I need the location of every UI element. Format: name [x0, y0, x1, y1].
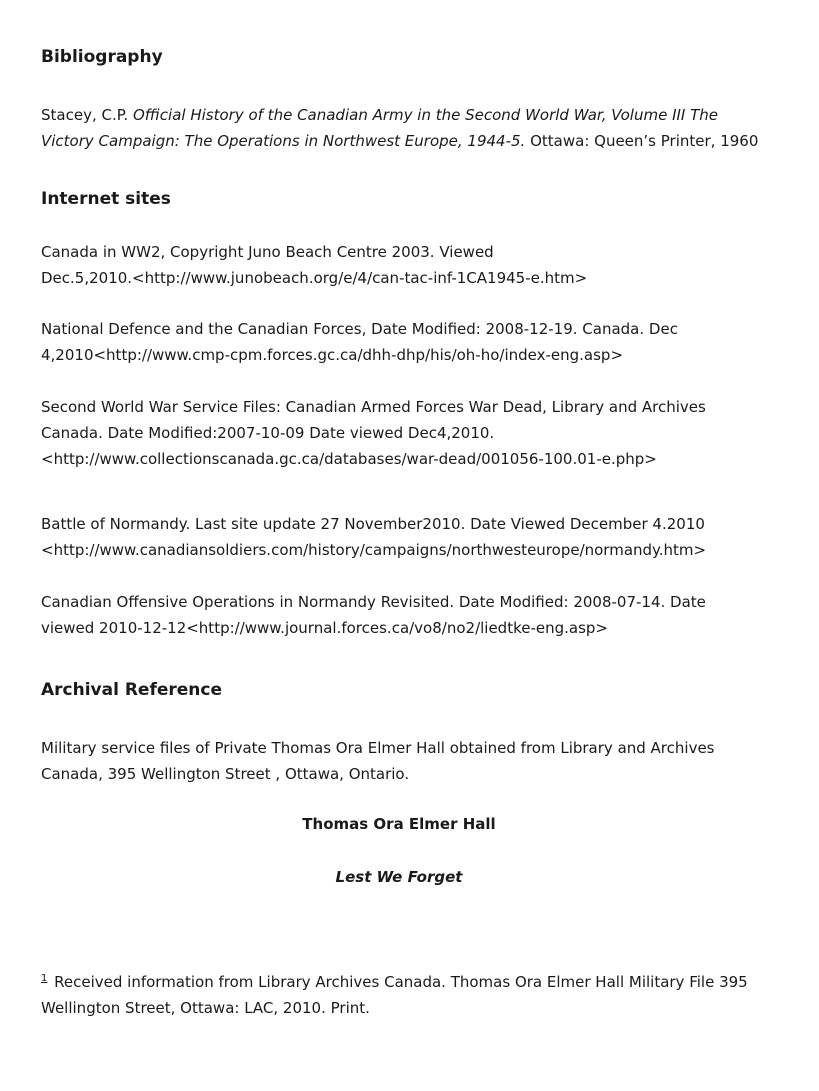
internet-entry-line: National Defence and the Canadian Forces, Date Modified: 2008-12-19. Canada. Dec — [41, 320, 678, 338]
internet-entry-line: Battle of Normandy. Last site update 27 November2010. Date Viewed December 4.2010 — [41, 515, 705, 533]
archival-entry — [41, 735, 771, 787]
internet-entry-line: Second World War Service Files: Canadian Armed Forces War Dead, Library and Archives — [41, 398, 706, 416]
bibliography-title-part-2: Victory Campaign: The Operations in Northwest Europe, 1944-5. — [41, 132, 526, 150]
bibliography-entry-line-2 — [41, 128, 771, 154]
archival-entry-line: Canada, 395 Wellington Street , Ottawa, Ontario. — [41, 765, 410, 783]
footnote — [41, 966, 771, 1021]
internet-entry-2 — [41, 316, 771, 368]
archival-entry-line: Military service files of Private Thomas Ora Elmer Hall obtained from Library and Archives — [41, 739, 715, 757]
footnote-line-2: Wellington Street, Ottawa: LAC, 2010. Print. — [41, 999, 370, 1017]
bibliography-heading: Bibliography — [41, 47, 163, 67]
footnote-text-1: Received information from Library Archives Canada. Thomas Ora Elmer Hall Military File 395 — [49, 973, 748, 991]
internet-entry-4 — [41, 511, 771, 563]
internet-entry-line: Canadian Offensive Operations in Normandy Revisited. Date Modified: 2008-07-14. Date — [41, 593, 706, 611]
dedication-motto: Lest We Forget — [335, 868, 463, 886]
internet-entry-line: <http://www.canadiansoldiers.com/history/campaigns/northwesteurope/normandy.htm> — [41, 541, 707, 559]
bibliography-author: Stacey, C.P. — [41, 106, 133, 124]
footnote-line-1 — [41, 966, 771, 995]
archival-reference-heading: Archival Reference — [41, 680, 223, 700]
internet-entry-line: <http://www.collectionscanada.gc.ca/databases/war-dead/001056-100.01-e.php> — [41, 450, 657, 468]
dedication-name: Thomas Ora Elmer Hall — [302, 815, 496, 833]
internet-entry-3 — [41, 394, 771, 472]
bibliography-publisher: Ottawa: Queen’s Printer, 1960 — [525, 132, 759, 150]
internet-entry-line: Canada in WW2, Copyright Juno Beach Centre 2003. Viewed — [41, 243, 494, 261]
internet-entry-line: Canada. Date Modified:2007-10-09 Date viewed Dec4,2010. — [41, 424, 495, 442]
internet-entry-5 — [41, 589, 771, 641]
bibliography-entry — [41, 102, 771, 154]
bibliography-entry-line-1 — [41, 102, 771, 128]
bibliography-title-part-1: Official History of the Canadian Army in the Second World War, Volume III The — [132, 106, 719, 124]
internet-entry-line: Dec.5,2010.<http://www.junobeach.org/e/4/can-tac-inf-1CA1945-e.htm> — [41, 269, 588, 287]
footnote-marker: 1 — [41, 973, 48, 984]
internet-entry-line: 4,2010<http://www.cmp-cpm.forces.gc.ca/dhh-dhp/his/oh-ho/index-eng.asp> — [41, 346, 624, 364]
internet-entry-line: viewed 2010-12-12<http://www.journal.forces.ca/vo8/no2/liedtke-eng.asp> — [41, 619, 608, 637]
internet-sites-heading: Internet sites — [41, 189, 171, 209]
internet-entry-1 — [41, 239, 771, 291]
